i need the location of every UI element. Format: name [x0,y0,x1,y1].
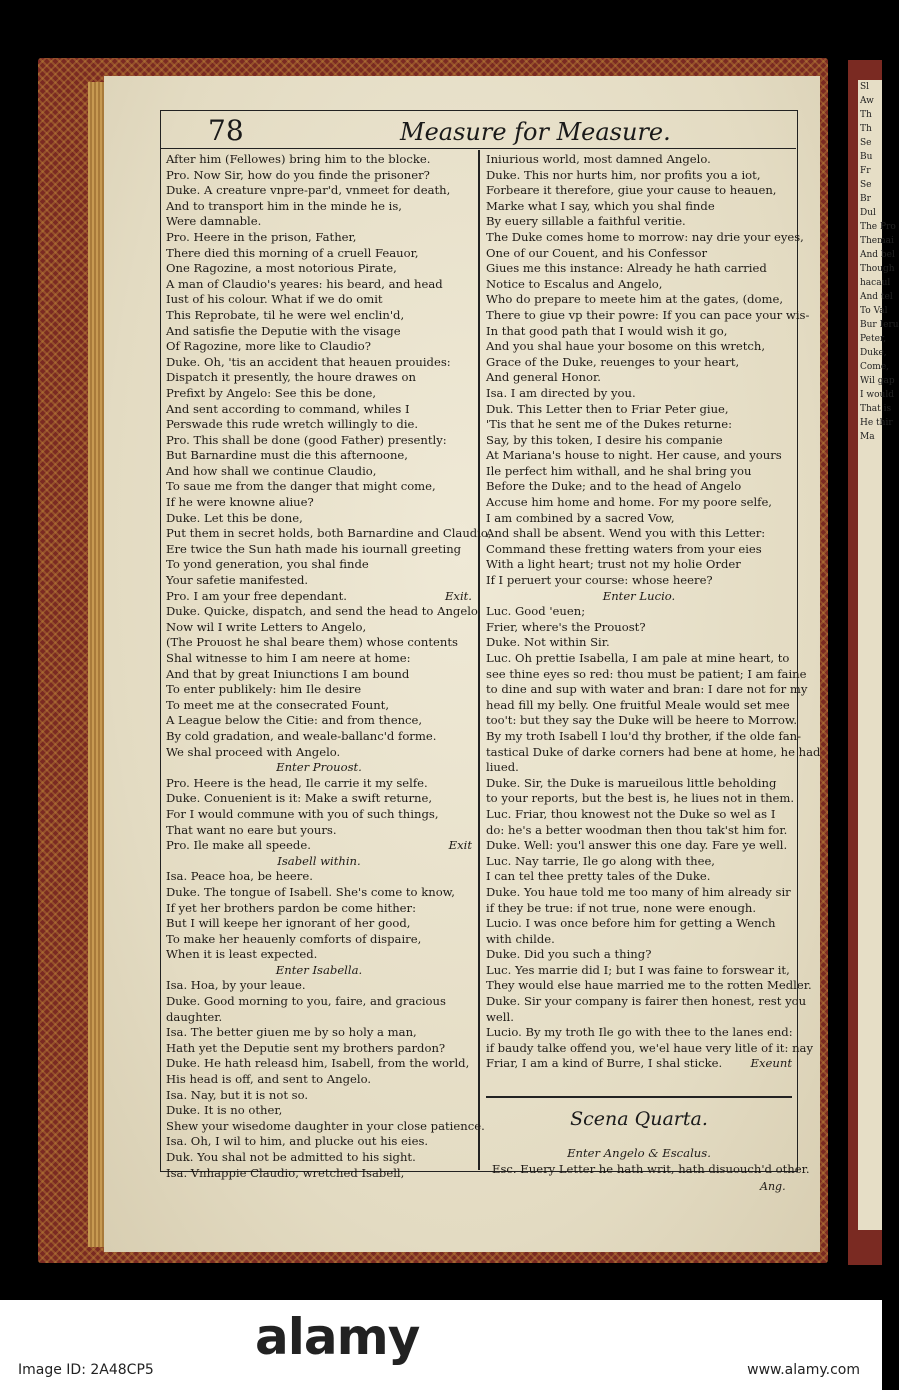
line-text: daughter. [166,1009,223,1024]
text-line [486,1025,792,1041]
line-text: Enter Isabella. [275,962,363,977]
line-text: Duke. You haue told me too many of him already sir [486,884,791,899]
text-line [166,324,472,340]
fragment-line: Se [860,138,872,148]
line-text: Iniurious world, most damned Angelo. [486,152,711,166]
watermark-bar [0,1300,882,1390]
text-line [166,1118,485,1135]
line-text: Put them in secret holds, both Barnardine and Claudio, [166,526,492,541]
line-text: Isa. I am directed by you. [486,385,636,400]
line-text: Lucio. I was once before him for getting a Wench [486,916,776,931]
text-line [166,417,472,433]
text-line [166,791,472,807]
text-line [486,292,792,308]
text-line [166,1134,472,1150]
text-line [166,433,472,449]
line-text: Accuse him home and home. For my poore selfe, [486,495,772,510]
line-text: To meet me at the consecrated Fount, [166,697,390,712]
text-line [166,479,472,495]
line-text: One of our Couent, and his Confessor [486,245,708,260]
line-text: Duke. Did you such a thing? [486,947,652,962]
line-text: Luc. Nay tarrie, Ile go along with thee, [486,853,715,868]
line-text: Duk. This Letter then to Friar Peter giue, [486,401,729,416]
line-text: I am combined by a sacred Vow, [486,510,675,525]
line-text: Were damnable. [166,214,262,229]
line-text: Duk. You shal not be admitted to his sight. [166,1150,416,1164]
line-text: Duke. Let this be done, [166,510,303,525]
text-line [166,947,472,963]
fragment-line: Bu [860,152,873,162]
line-text: well. [486,1009,514,1024]
text-line [166,745,472,761]
text-line [166,1010,472,1026]
text-line [166,464,472,480]
text-line [166,963,472,979]
line-text: Iust of his colour. What if we do omit [166,292,383,307]
text-line [486,1056,792,1072]
line-text: too't: but they say the Duke will be heere to Morrow. [486,713,798,728]
line-text: By euery sillable a faithful veritie. [486,214,686,229]
line-text: His head is off, and sent to Angelo. [166,1072,372,1087]
line-text: To make her heauenly comforts of dispaire, [166,931,422,946]
line-text: Duke. Good morning to you, faire, and gracious [166,994,446,1009]
line-text: Hath yet the Deputie sent my brothers pardon? [166,1040,446,1055]
line-text: If I peruert your course: whose heere? [486,573,713,588]
text-line [166,1025,472,1041]
text-line [486,604,792,620]
text-line [166,542,472,558]
text-line [486,651,792,667]
text-line [486,386,792,402]
line-text: Marke what I say, which you shal finde [486,198,715,213]
line-text: if baudy talke offend you, we'el haue very litle of it: nay [486,1040,813,1055]
text-line [166,168,472,184]
text-line [486,932,792,948]
fragment-line: Sl [860,82,870,92]
line-text: With a light heart; trust not my holie Order [486,557,741,572]
text-line [486,760,792,776]
line-text: A man of Claudio's yeares: his beard, and head [166,276,443,291]
text-line [166,978,472,994]
text-line [486,698,792,714]
text-line [486,168,792,184]
text-line [166,308,472,324]
line-text: Duke. Quicke, dispatch, and send the head to Angelo [166,604,478,619]
text-line [166,994,472,1010]
line-text: Duke. He hath releasd him, Isabell, from the world, [166,1056,470,1071]
fragment-line: Br [860,194,871,204]
line-text: They would else haue married me to the rotten Medler. [486,978,812,993]
line-text: This Reprobate, til he were wel enclin'd, [166,307,405,322]
line-text: Enter Lucio. [602,588,676,603]
text-line [486,589,792,605]
line-text: Pro. Ile make all speede. [166,838,311,853]
line-text: And general Honor. [486,370,601,385]
line-text: 'Tis that he sent me of the Dukes returne: [486,417,733,432]
text-line [166,339,472,355]
line-text: Duke. Conuenient is it: Make a swift returne, [166,791,433,806]
line-text: After him (Fellowes) bring him to the blocke. [166,152,431,166]
text-line [166,261,472,277]
text-line [166,277,472,293]
text-line [486,214,792,230]
text-line [166,230,472,246]
image-id: Image ID: 2A48CP5 [18,1362,154,1378]
text-line [486,823,792,839]
line-text: And to transport him in the minde he is, [166,198,402,213]
fragment-line: Aw [860,96,874,106]
line-text: Isa. Oh, I wil to him, and plucke out his eies. [166,1134,429,1149]
column-divider [478,150,480,1170]
fragment-line: Though [860,264,895,274]
line-text: Say, by this token, I desire his companie [486,432,723,447]
text-line [486,682,808,698]
fragment-line: To Val [860,306,888,316]
text-line [486,183,792,199]
line-text: We shal proceed with Angelo. [166,744,341,759]
line-text: Isa. Vnhappie Claudio, wretched Isabell, [166,1165,405,1180]
line-text: Command these fretting waters from your eies [486,541,762,556]
text-line [486,495,792,511]
text-line [166,604,478,620]
text-line [486,854,792,870]
text-line [486,916,792,932]
fragment-line: Se [860,180,872,190]
text-line [486,635,792,651]
line-text: Duke. Well: you'l answer this one day. Fare ye well. [486,838,788,853]
text-line [486,963,792,979]
fragment-line: Wil gap [860,376,895,386]
line-text: do: he's a better woodman then thou tak'st him for. [486,822,788,837]
line-text: liued. [486,760,519,775]
line-text: Who do prepare to meete him at the gates, (dome, [486,292,784,307]
line-text: Shew your wisedome daughter in your close patience. [166,1118,485,1133]
line-text: Duke. The tongue of Isabell. She's come to know, [166,884,455,899]
text-line [486,246,792,262]
text-line [166,573,472,589]
line-text: Luc. Friar, thou knowest not the Duke so wel as I [486,806,776,821]
line-text: And sent according to command, whiles I [166,401,410,416]
text-line [166,183,472,199]
text-line [166,526,492,542]
line-text: At Mariana's house to night. Her cause, and yours [486,448,782,463]
line-text: Grace of the Duke, reuenges to your heart, [486,354,740,369]
line-text: If he were knowne aliue? [166,495,314,510]
text-line [486,229,804,246]
text-line [486,479,792,495]
text-line [486,713,798,729]
line-text: But Barnardine must die this afternoone, [166,448,408,463]
text-line [166,667,472,683]
text-line [166,869,472,885]
line-text: Prefixt by Angelo: See this be done, [166,385,377,400]
stage-direction: Enter Angelo & Escalus. [567,1146,711,1160]
line-text: Isa. The better giuen me by so holy a man, [166,1025,417,1040]
line-text: Duke. It is no other, [166,1103,283,1118]
fragment-line: I would [860,390,894,400]
exit-direction: Exit. [444,588,472,603]
line-text: Isa. Peace hoa, be heere. [166,869,313,884]
text-line [486,261,792,277]
line-text: Your safetie manifested. [166,573,309,588]
line-text: To enter publikely: him Ile desire [166,682,362,697]
line-text: Duke. Sir, the Duke is marueilous little beholding [486,775,777,790]
line-text: head fill my belly. One fruitful Meale would set mee [486,697,790,712]
text-line [166,1072,472,1088]
text-line [486,885,792,901]
line-text: Notice to Escalus and Angelo, [486,276,663,291]
right-page-fragment [858,80,899,1230]
text-line [166,713,472,729]
running-title: Measure for Measure. [400,118,671,146]
fragment-line: Themai [860,236,894,246]
text-line [166,823,472,839]
line-text: Perswade this rude wretch willingly to die. [166,417,419,432]
line-text: Luc. Good 'euen; [486,604,586,619]
fragment-line: Dul [860,208,876,218]
line-text: A League below the Citie: and from thence, [166,713,423,728]
text-line [486,978,812,994]
fragment-line: Ma [860,432,875,442]
line-text: (The Prouost he shal beare them) whose contents [166,635,458,650]
text-line [486,807,792,823]
line-text: By my troth Isabell I lou'd thy brother, if the olde fan- [486,728,802,743]
line-text: By cold gradation, and weale-ballanc'd forme. [166,728,437,743]
text-line [486,448,792,464]
text-line [166,292,472,308]
text-line [486,152,792,168]
line-text: And how shall we continue Claudio, [166,463,377,478]
text-line [486,728,802,745]
text-line [166,682,472,698]
text-line [486,901,792,917]
line-text: Duke. This nor hurts him, nor profits you a iot, [486,167,761,182]
text-line [486,1040,813,1057]
fragment-line: He thir [860,418,893,428]
text-line [486,370,792,386]
text-line [486,433,792,449]
text-line [166,901,472,917]
text-line [166,698,472,714]
text-line [486,199,792,215]
text-line [486,838,792,854]
line-text: Enter Prouost. [276,760,362,775]
fragment-line: Th [860,110,872,120]
line-text: To saue me from the danger that might come, [166,479,436,494]
line-text: There died this morning of a cruell Feauor, [166,245,419,260]
line-text: Friar, I am a kind of Burre, I shal sticke. [486,1056,723,1071]
text-line [166,214,472,230]
line-text: Isa. Hoa, by your leaue. [166,978,306,993]
fragment-line: Bur Ieru [860,320,899,330]
line-text: Before the Duke; and to the head of Angelo [486,479,742,494]
text-line [166,246,472,262]
text-line [486,947,792,963]
line-text: Duke. Not within Sir. [486,635,610,650]
line-text: Now wil I write Letters to Angelo, [166,619,367,634]
catchword: Ang. [760,1180,786,1193]
line-text: tastical Duke of darke corners had bene at home, he had [486,744,821,759]
text-line [486,464,792,480]
text-line [166,448,472,464]
text-line [166,511,472,527]
page-number: 78 [208,114,244,147]
exit-direction: Exeunt [750,1056,792,1071]
text-line [166,838,472,854]
line-text: with childe. [486,931,555,946]
text-line [486,744,821,761]
line-text: Dispatch it presently, the houre drawes on [166,370,416,385]
line-text: That want no eare but yours. [166,822,337,837]
text-line [166,1150,472,1166]
text-line [486,339,792,355]
page-header [160,112,796,149]
text-line [166,402,472,418]
line-text: One Ragozine, a most notorious Pirate, [166,261,397,276]
text-line [486,994,807,1010]
text-line [486,573,792,589]
line-text: Duke. Sir your company is fairer then honest, rest you [486,994,807,1009]
text-line [486,791,795,807]
text-line [166,495,472,511]
line-text: Pro. Heere is the head, Ile carrie it my selfe. [166,775,428,790]
fragment-line: And bel [860,250,895,260]
text-line [166,916,472,932]
line-text: And that by great Iniunctions I am bound [166,666,410,681]
text-line [486,277,792,293]
text-line [486,526,792,542]
text-line [486,557,792,573]
right-column [486,152,821,1072]
text-line [166,729,472,745]
fragment-line: Th [860,124,872,134]
line-text: Giues me this instance: Already he hath carried [486,261,767,276]
line-text: And shall be absent. Wend you with this Letter: [486,526,766,541]
line-text: The Duke comes home to morrow: nay drie your eyes, [486,229,804,244]
line-text: Pro. Now Sir, how do you finde the prisoner? [166,167,430,182]
text-line [486,307,810,324]
text-line [486,417,792,433]
text-line [166,589,472,605]
line-text: And satisfie the Deputie with the visage [166,323,401,338]
exit-direction: Exit [448,838,472,853]
line-text: And you shal haue your bosome on this wretch, [486,339,766,354]
text-line [486,542,792,558]
text-line [486,666,807,683]
line-text: Shal witnesse to him I am neere at home: [166,651,411,665]
line-text: Duke. Oh, 'tis an accident that heauen prouides: [166,354,451,369]
text-line [166,776,472,792]
fragment-line: The Pro [860,222,896,232]
line-text: Of Ragozine, more like to Claudio? [166,339,371,354]
line-text: For I would commune with you of such things, [166,806,439,821]
line-text: But I will keepe her ignorant of her good, [166,916,411,931]
text-line [166,854,472,870]
line-text: Luc. Oh prettie Isabella, I am pale at mine heart, to [486,651,790,665]
line-text: Isabell within. [277,853,361,868]
text-line [166,885,472,901]
left-column [166,152,492,1181]
line-text: Luc. Yes marrie did I; but I was faine to forswear it, [486,962,790,977]
fragment-line: hacaul [860,278,891,288]
fragment-line: Peter, [860,334,887,344]
line-text: Pro. This shall be done (good Father) presently: [166,432,447,447]
text-line [166,807,472,823]
line-text: Isa. Nay, but it is not so. [166,1087,309,1102]
scene-rule [486,1096,792,1098]
text-line [166,1166,472,1182]
scene-first-line: Esc. Euery Letter he hath writ, hath disuouch'd other. [492,1162,810,1176]
line-text: In that good path that I would wish it go, [486,323,728,338]
text-line [486,869,792,885]
text-line [166,355,472,371]
text-line [166,1103,472,1119]
text-line [486,355,792,371]
text-line [166,199,472,215]
text-line [166,651,472,667]
line-text: see thine eyes so red: thou must be patient; I am faine [486,666,807,681]
line-text: There to giue vp their powre: If you can pace your wis- [486,307,810,322]
text-line [486,1010,792,1026]
text-line [166,370,472,386]
line-text: If yet her brothers pardon be come hither: [166,900,416,915]
line-text: Pro. I am your free dependant. [166,588,347,603]
scene-heading: Scena Quarta. [570,1108,708,1130]
line-text: to your reports, but the best is, he liues not in them. [486,791,795,806]
text-line [486,511,792,527]
alamy-logo: alamy [255,1308,420,1366]
fragment-line: Come, [860,362,890,372]
line-text: Frier, where's the Prouost? [486,619,646,634]
line-text: Pro. Heere in the prison, Father, [166,229,357,244]
fragment-line: That is [860,404,892,414]
text-line [486,776,792,792]
text-line [166,557,472,573]
line-text: to dine and sup with water and bran: I dare not for my [486,682,808,697]
text-line [166,760,472,776]
text-line [166,386,472,402]
text-line [166,932,472,948]
fragment-line: And tel [860,292,893,302]
fragment-line: Fr [860,166,871,176]
text-line [166,635,472,651]
fragment-line: Duke, [860,348,887,358]
watermark-url: www.alamy.com [747,1362,860,1378]
line-text: To yond generation, you shal finde [166,557,369,572]
line-text: Ile perfect him withall, and he shal bring you [486,463,752,478]
line-text: When it is least expected. [166,947,318,962]
line-text: if they be true: if not true, none were enough. [486,900,757,915]
line-text: Forbeare it therefore, giue your cause to heauen, [486,183,777,198]
text-line [486,324,792,340]
text-line [166,1088,472,1104]
line-text: Ere twice the Sun hath made his iournall greeting [166,541,462,556]
line-text: Lucio. By my troth Ile go with thee to the lanes end: [486,1025,793,1040]
line-text: Duke. A creature vnpre-par'd, vnmeet for death, [166,183,451,198]
text-line [486,620,792,636]
line-text: I can tel thee pretty tales of the Duke. [486,869,711,884]
text-line [166,152,472,168]
text-line [166,1041,472,1057]
text-line [166,1056,472,1072]
text-line [166,620,472,636]
text-line [486,402,792,418]
